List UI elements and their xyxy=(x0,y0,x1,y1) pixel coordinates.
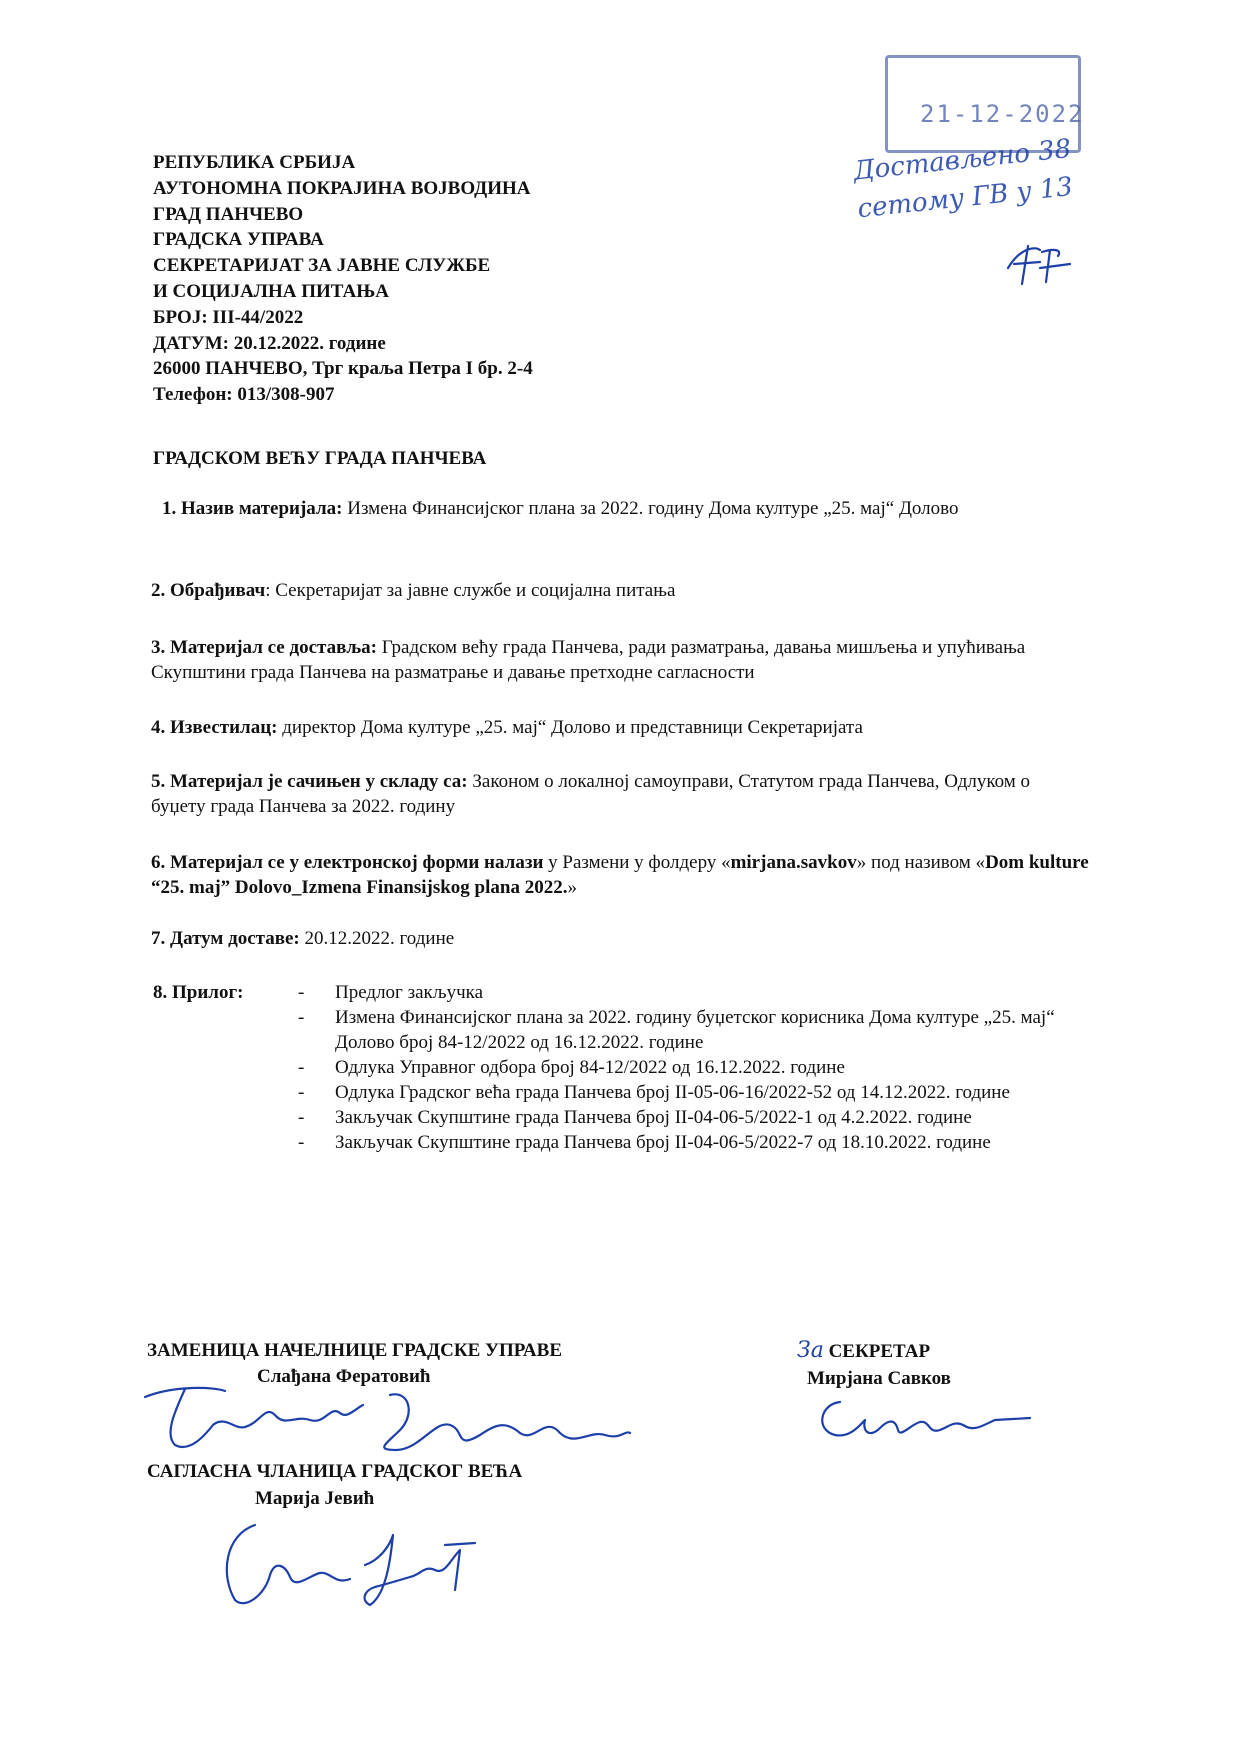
attachment-text: Одлука Градског већа града Панчева број II-05-06-16/2022-52 од 14.12.2022. године xyxy=(335,1082,1010,1103)
deputy-signature xyxy=(135,1375,635,1460)
list-dash: - xyxy=(298,1132,305,1153)
attachments-list xyxy=(295,980,1095,1155)
attachment-item xyxy=(295,980,1095,1005)
stamp-handwritten-note: Достављено 38 сетому ГВ у 13 xyxy=(852,133,1075,225)
item-text: директор Дома културе „25. мај“ Долово и представници Секретаријата xyxy=(277,717,863,738)
item-delivered-to xyxy=(151,635,1101,685)
item-electronic-form xyxy=(151,850,1106,900)
item-label: 7. Датум доставе: xyxy=(151,928,300,949)
header-line-phone: Телефон: 013/308-907 xyxy=(153,384,335,406)
item-text: : Секретаријат за јавне службе и социјална питања xyxy=(265,580,676,601)
document-header xyxy=(153,150,533,408)
item-label: 6. Материјал се у електронској форми налази xyxy=(151,852,544,873)
attachment-text: Предлог закључка xyxy=(335,982,484,1003)
attachment-text: Одлука Управног одбора број 84-12/2022 од 16.12.2022. године xyxy=(335,1057,845,1078)
item-text: Градском већу града Панчева, ради разматрања, давања мишљења и упућивања Скупштини града Панчева на разматрање и давање претходне сагласности xyxy=(151,637,1026,683)
item-label: 1. Назив материјала: xyxy=(162,498,343,519)
attachments-label: 8. Прилог: xyxy=(153,982,244,1003)
file-name: Dom kulture “25. maj” Dolovo_Izmena Finansijskog plana 2022. xyxy=(151,852,1089,898)
header-line-country: РЕПУБЛИКА СРБИЈА xyxy=(153,152,356,173)
item-text: Измена Финансијског плана за 2022. годину Дома културе „25. мај“ Долово xyxy=(342,498,959,519)
recipient: ГРАДСКОМ ВЕЋУ ГРАДА ПАНЧЕВА xyxy=(153,448,487,469)
header-line-secretariat: СЕКРЕТАРИЈАТ ЗА ЈАВНЕ СЛУЖБЕ xyxy=(153,255,491,277)
attachment-item xyxy=(295,1005,1095,1055)
header-line-secretariat-cont: И СОЦИЈАЛНА ПИТАЊА xyxy=(153,280,389,302)
header-line-city: ГРАД ПАНЧЕВО xyxy=(153,203,304,225)
attachment-text: Закључак Скупштине града Панчева број II-04-06-5/2022-7 од 18.10.2022. године xyxy=(335,1132,991,1153)
item-reporter xyxy=(151,715,1091,740)
list-dash: - xyxy=(298,1007,305,1028)
attachment-text: Измена Финансијског плана за 2022. годину буџетског корисника Дома културе „25. мај“ Долово број 84-12/2022 од 16.12.2022. године xyxy=(335,1007,1055,1053)
item-text: Законом о локалној самоуправи, Статутом града Панчева, Одлуком о буџету града Панчева за 2022. годину xyxy=(151,771,1031,817)
council-member-signature xyxy=(215,1505,495,1615)
item-text: 20.12.2022. године xyxy=(299,928,455,949)
list-dash: - xyxy=(298,1107,305,1128)
attachment-item xyxy=(295,1130,1095,1155)
attachment-item xyxy=(295,1080,1095,1105)
item-text: » под називом « xyxy=(856,852,986,873)
item-delivery-date xyxy=(151,926,1091,951)
attachment-item xyxy=(295,1105,1095,1130)
list-dash: - xyxy=(298,982,305,1003)
attachment-text: Закључак Скупштине града Панчева број II-04-06-5/2022-1 од 4.2.2022. године xyxy=(335,1107,972,1128)
list-dash: - xyxy=(298,1057,305,1078)
item-material-name xyxy=(162,496,1082,521)
secretary-prefix-handwritten: За xyxy=(797,1338,824,1363)
item-label: 2. Обрађивач xyxy=(151,580,266,601)
item-text: » xyxy=(567,877,577,898)
deputy-name: Слађана Ферaтовић xyxy=(257,1366,431,1387)
item-label: 5. Материјал је сачињен у складу са: xyxy=(151,771,468,792)
attachment-item xyxy=(295,1055,1095,1080)
item-label: 3. Материјал се доставља: xyxy=(151,637,377,658)
header-line-date: ДАТУМ: 20.12.2022. године xyxy=(153,332,386,354)
secretary-title-block xyxy=(797,1338,930,1364)
secretary-name: Мирјана Савков xyxy=(807,1368,951,1389)
council-member-name: Марија Јевић xyxy=(255,1488,375,1509)
stamp-date: 21-12-2022 xyxy=(920,100,1085,128)
stamp-initials-signature xyxy=(1000,238,1080,288)
item-legal-basis xyxy=(151,769,1031,819)
header-line-address: 26000 ПАНЧЕВО, Трг краља Петра I бр. 2-4 xyxy=(153,358,533,380)
list-dash: - xyxy=(298,1082,305,1103)
header-line-province: АУТОНОМНА ПОКРАЈИНА ВОЈВОДИНА xyxy=(153,177,531,199)
council-member-title: САГЛАСНА ЧЛАНИЦА ГРАДСКОГ ВЕЋА xyxy=(147,1461,523,1482)
folder-name: mirjana.savkov xyxy=(730,852,857,873)
secretary-title: СЕКРЕТАР xyxy=(823,1341,931,1362)
secretary-signature xyxy=(810,1390,1040,1450)
item-label: 4. Известилац: xyxy=(151,717,278,738)
item-text: у Размени у фолдеру « xyxy=(543,852,731,873)
deputy-title: ЗАМЕНИЦА НАЧЕЛНИЦЕ ГРАДСКЕ УПРАВЕ xyxy=(147,1340,563,1361)
item-processor xyxy=(151,578,1091,603)
header-line-administration: ГРАДСКА УПРАВА xyxy=(153,229,324,251)
header-line-number: БРОЈ: III-44/2022 xyxy=(153,306,304,328)
